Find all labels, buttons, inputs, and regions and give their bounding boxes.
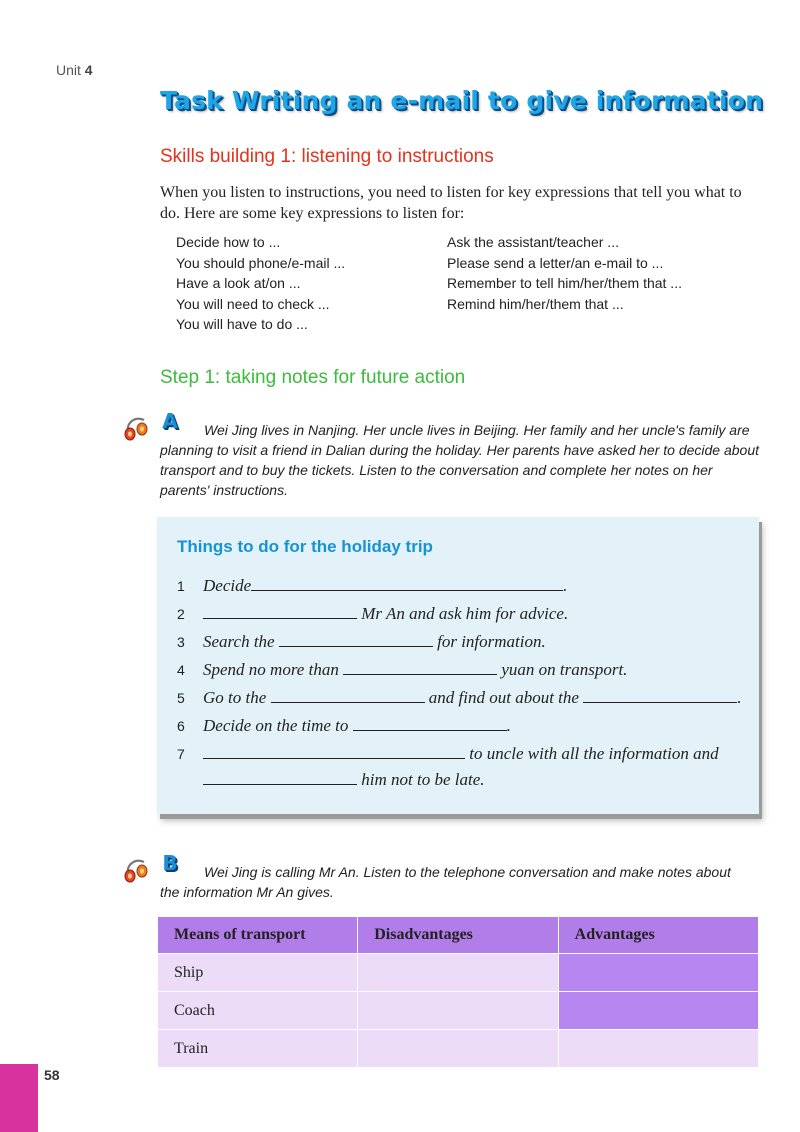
table-cell[interactable] xyxy=(358,1030,558,1068)
skills-heading: Skills building 1: listening to instructions xyxy=(160,146,494,167)
note-number: 6 xyxy=(177,718,185,734)
note-text: for information. xyxy=(437,632,546,651)
note-item xyxy=(177,603,752,624)
table-row xyxy=(158,992,759,1030)
table-header-cell: Advantages xyxy=(558,917,758,954)
table-header-cell: Disadvantages xyxy=(358,917,558,954)
table-cell[interactable] xyxy=(358,992,558,1030)
answer-blank[interactable] xyxy=(203,769,357,785)
page-number: 58 xyxy=(44,1067,60,1083)
notes-title: Things to do for the holiday trip xyxy=(177,537,433,556)
answer-blank[interactable] xyxy=(271,687,425,703)
part-a-instruction: Wei Jing lives in Nanjing. Her uncle lives in Beijing. Her family and her uncle's family are planning to visit a friend in Dalian during the holiday. Her parents have asked her to decide about transport and to buy the tickets. Listen to the conversation and complete her notes on her parents' instructions. xyxy=(160,422,760,498)
note-text: Spend no more than xyxy=(203,660,339,679)
answer-blank[interactable] xyxy=(353,715,507,731)
note-number: 2 xyxy=(177,606,185,622)
note-text: to uncle with all the information and xyxy=(469,744,719,763)
expression-item: You should phone/e-mail ... xyxy=(176,254,346,271)
part-b-instruction-line1: Wei Jing is calling Mr An. Listen to the telephone conversation and make notes about xyxy=(204,864,731,880)
expression-item: Have a look at/on ... xyxy=(176,275,301,291)
expression-item: Remind him/her/them that ... xyxy=(447,295,624,312)
transport-table xyxy=(157,916,759,1068)
note-number: 5 xyxy=(177,690,185,706)
part-b-instruction-line2: the information Mr An gives. xyxy=(160,884,334,900)
note-item xyxy=(177,659,752,680)
expression-item: You will have to do ... xyxy=(176,316,308,332)
expression-item: Decide how to ... xyxy=(176,234,281,250)
note-text: yuan on transport. xyxy=(501,660,628,679)
answer-blank[interactable] xyxy=(203,743,465,759)
answer-blank[interactable] xyxy=(583,687,737,703)
note-text: him not to be late. xyxy=(361,770,485,789)
expression-item: Remember to tell him/her/them that ... xyxy=(447,275,682,291)
note-number: 1 xyxy=(177,578,185,594)
note-item xyxy=(177,715,752,736)
expressions-left-column xyxy=(176,232,345,335)
table-row xyxy=(158,1030,759,1068)
table-cell: Coach xyxy=(158,992,358,1030)
table-cell[interactable] xyxy=(558,1030,758,1068)
note-number: 7 xyxy=(177,746,185,762)
note-item xyxy=(177,631,752,652)
expressions-right-column xyxy=(447,232,682,314)
unit-text: Unit xyxy=(56,62,81,78)
unit-label xyxy=(56,62,93,78)
note-text: Search the xyxy=(203,632,275,651)
part-b-letter: B xyxy=(162,851,178,875)
page-tab xyxy=(0,1064,38,1132)
table-cell: Train xyxy=(158,1030,358,1068)
expression-item: Please send a letter/an e-mail to ... xyxy=(447,254,664,271)
part-b-instruction xyxy=(160,862,760,902)
note-number: 3 xyxy=(177,634,185,650)
note-text: Go to the xyxy=(203,688,267,707)
skills-intro: When you listen to instructions, you need to listen for key expressions that tell you what to do. Here are some key expressions to listen for: xyxy=(160,184,742,222)
answer-blank[interactable] xyxy=(279,631,433,647)
notes-card xyxy=(157,517,759,814)
table-cell[interactable] xyxy=(558,954,758,992)
note-item-continuation xyxy=(177,769,752,790)
expression-item: Ask the assistant/teacher ... xyxy=(447,234,619,250)
table-row xyxy=(158,954,759,992)
part-a-letter: A xyxy=(162,409,178,433)
note-text: and find out about the xyxy=(428,688,579,707)
table-cell[interactable] xyxy=(558,992,758,1030)
note-item xyxy=(177,743,752,764)
task-title: Task Writing an e-mail to give information xyxy=(160,86,764,115)
table-header-row xyxy=(158,917,759,954)
table-cell: Ship xyxy=(158,954,358,992)
note-text: Decide on the time to xyxy=(203,716,349,735)
answer-blank[interactable] xyxy=(203,603,357,619)
note-text: Decide xyxy=(203,576,252,595)
table-header-cell: Means of transport xyxy=(158,917,358,954)
expression-item: You will need to check ... xyxy=(176,295,330,312)
step1-heading: Step 1: taking notes for future action xyxy=(160,367,466,388)
note-item xyxy=(177,575,752,596)
note-item xyxy=(177,687,752,708)
note-text: . xyxy=(737,688,742,707)
note-text: . xyxy=(563,576,568,595)
headphones-icon xyxy=(122,856,154,884)
note-text: . xyxy=(506,716,511,735)
table-cell[interactable] xyxy=(358,954,558,992)
answer-blank[interactable] xyxy=(251,575,563,591)
note-number: 4 xyxy=(177,662,185,678)
answer-blank[interactable] xyxy=(343,659,497,675)
note-text: Mr An and ask him for advice. xyxy=(361,604,569,623)
headphones-icon xyxy=(122,414,154,442)
unit-number: 4 xyxy=(84,62,93,78)
